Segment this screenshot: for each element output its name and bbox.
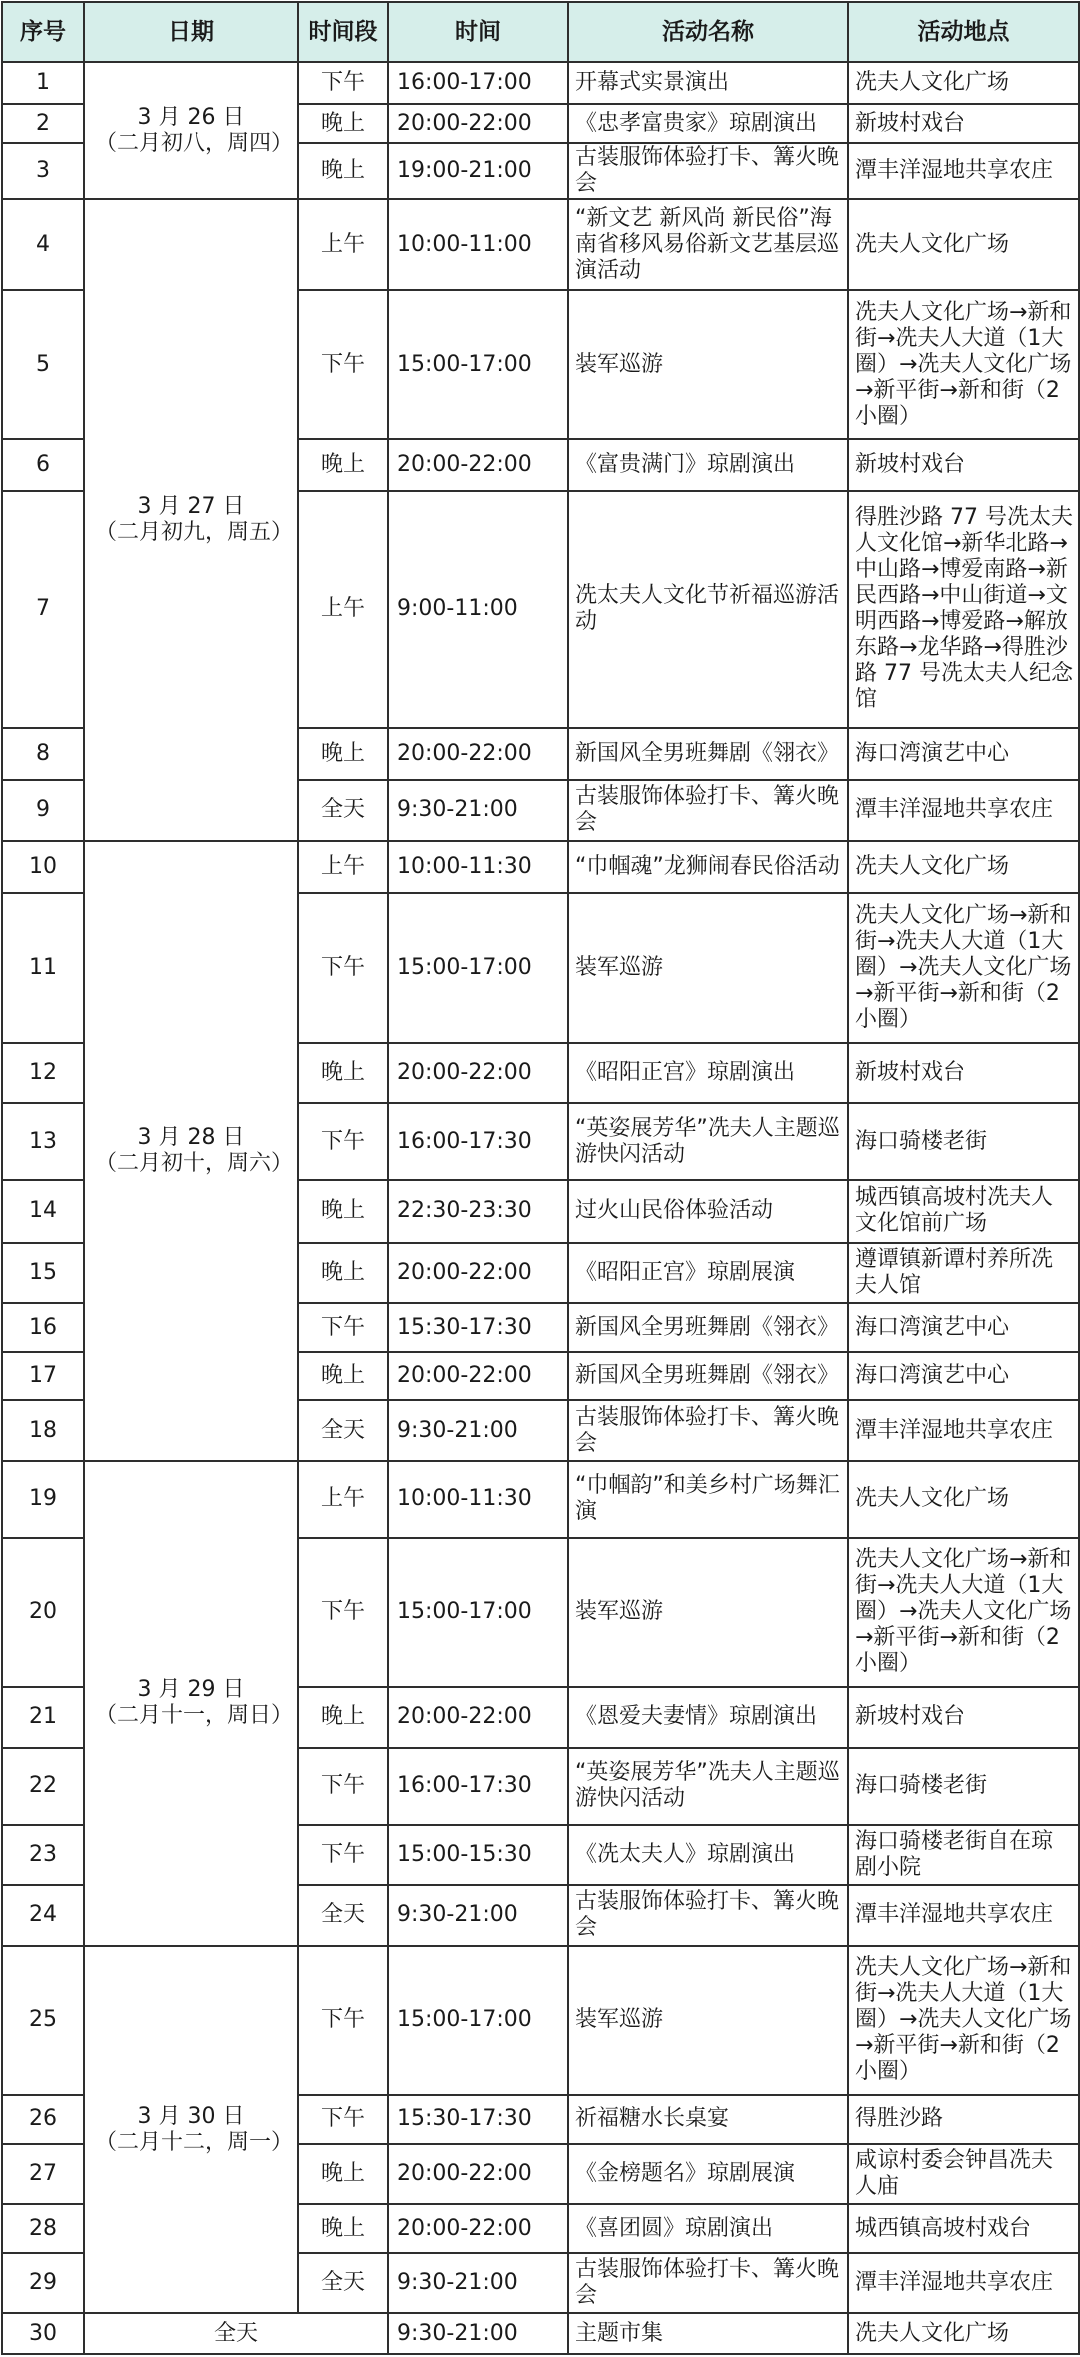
lunar-date-line: （二月初八，周四） (95, 130, 294, 156)
row-time: 22:30-23:30 (388, 1180, 568, 1243)
row-activity-name: 《喜团圆》琼剧演出 (568, 2204, 848, 2252)
row-period: 下午 (298, 290, 388, 438)
row-seq: 8 (2, 728, 84, 781)
row-seq: 3 (2, 143, 84, 200)
row-time: 9:30-21:00 (388, 1885, 568, 1946)
row-period: 下午 (298, 1748, 388, 1825)
header-row (2, 2, 1079, 62)
row-seq: 30 (2, 2313, 84, 2354)
row-seq: 27 (2, 2144, 84, 2205)
row-seq: 9 (2, 780, 84, 841)
row-seq: 25 (2, 1946, 84, 2096)
row-time: 15:00-17:00 (388, 1946, 568, 2096)
row-location: 冼夫人文化广场 (848, 2313, 1079, 2354)
lunar-date-line: （二月初十，周六） (95, 1150, 294, 1176)
row-seq: 14 (2, 1180, 84, 1243)
row-seq: 29 (2, 2253, 84, 2314)
row-period: 全天 (298, 2253, 388, 2314)
row-period: 下午 (298, 1303, 388, 1351)
date-line: 3 月 30 日 (137, 2103, 245, 2129)
row-activity-name: 冼太夫人文化节祈福巡游活动 (568, 491, 848, 727)
row-period: 下午 (298, 1103, 388, 1180)
header-seq: 序号 (2, 2, 84, 62)
row-activity-name: 新国风全男班舞剧《翎衣》 (568, 1303, 848, 1351)
row-location: 冼夫人文化广场→新和街→冼夫人大道（1大圈）→冼夫人文化广场→新平街→新和街（2 小圈） (848, 893, 1079, 1043)
row-location: 冼夫人文化广场 (848, 62, 1079, 104)
row-seq: 2 (2, 104, 84, 142)
row-time: 20:00-22:00 (388, 439, 568, 492)
row-time: 20:00-22:00 (388, 1687, 568, 1748)
row-seq: 24 (2, 1885, 84, 1946)
row-activity-name: 装军巡游 (568, 893, 848, 1043)
row-activity-name: 古装服饰体验打卡、篝火晚会 (568, 143, 848, 200)
date-cell (84, 1946, 298, 2314)
row-activity-name: “英姿展芳华”冼夫人主题巡游快闪活动 (568, 1748, 848, 1825)
row-seq: 15 (2, 1243, 84, 1304)
row-seq: 12 (2, 1043, 84, 1104)
row-period: 晚上 (298, 1243, 388, 1304)
row-seq: 28 (2, 2204, 84, 2252)
table-row (2, 2313, 1079, 2354)
row-period: 晚上 (298, 1043, 388, 1104)
row-time: 10:00-11:30 (388, 841, 568, 894)
row-location: 冼夫人文化广场 (848, 199, 1079, 290)
row-time: 15:00-17:00 (388, 290, 568, 438)
row-period: 晚上 (298, 2204, 388, 2252)
row-location: 新坡村戏台 (848, 439, 1079, 492)
row-period: 晚上 (298, 1180, 388, 1243)
row-period: 晚上 (298, 1687, 388, 1748)
row-location: 新坡村戏台 (848, 1687, 1079, 1748)
row-period: 下午 (298, 1946, 388, 2096)
row-activity-name: 新国风全男班舞剧《翎衣》 (568, 728, 848, 781)
row-activity-name: “英姿展芳华”冼夫人主题巡游快闪活动 (568, 1103, 848, 1180)
activity-schedule-table (1, 1, 1080, 2355)
row-location: 新坡村戏台 (848, 1043, 1079, 1104)
row-activity-name: “新文艺 新风尚 新民俗”海南省移风易俗新文艺基层巡演活动 (568, 199, 848, 290)
row-location: 遵谭镇新谭村养所冼夫人馆 (848, 1243, 1079, 1304)
row-seq: 13 (2, 1103, 84, 1180)
lunar-date-line: （二月十二，周一） (95, 2129, 294, 2155)
row-period: 全天 (298, 780, 388, 841)
row-time: 20:00-22:00 (388, 2204, 568, 2252)
row-time: 15:00-15:30 (388, 1825, 568, 1886)
row-location: 潭丰洋湿地共享农庄 (848, 2253, 1079, 2314)
row-location: 潭丰洋湿地共享农庄 (848, 780, 1079, 841)
row-time: 20:00-22:00 (388, 104, 568, 142)
row-seq: 26 (2, 2095, 84, 2143)
row-activity-name: 开幕式实景演出 (568, 62, 848, 104)
row-seq: 11 (2, 893, 84, 1043)
row-seq: 22 (2, 1748, 84, 1825)
row-time: 20:00-22:00 (388, 1352, 568, 1400)
row-period: 晚上 (298, 439, 388, 492)
row-location: 得胜沙路 (848, 2095, 1079, 2143)
row-period: 上午 (298, 199, 388, 290)
row-activity-name: 古装服饰体验打卡、篝火晚会 (568, 2253, 848, 2314)
row-activity-name: 装军巡游 (568, 1946, 848, 2096)
row-seq: 21 (2, 1687, 84, 1748)
row-location: 新坡村戏台 (848, 104, 1079, 142)
table-row (2, 199, 1079, 290)
row-location: 潭丰洋湿地共享农庄 (848, 1885, 1079, 1946)
row-period: 下午 (298, 1825, 388, 1886)
row-location: 海口湾演艺中心 (848, 1352, 1079, 1400)
row-seq: 20 (2, 1538, 84, 1688)
row-time: 9:00-11:00 (388, 491, 568, 727)
lunar-date-line: （二月十一，周日） (95, 1703, 294, 1729)
row-time: 15:00-17:00 (388, 893, 568, 1043)
row-activity-name: 主题市集 (568, 2313, 848, 2354)
table-row (2, 1946, 1079, 2096)
row-activity-name: 《昭阳正宫》琼剧演出 (568, 1043, 848, 1104)
row-seq: 23 (2, 1825, 84, 1886)
row-activity-name: 《昭阳正宫》琼剧展演 (568, 1243, 848, 1304)
row-period: 下午 (298, 1538, 388, 1688)
row-activity-name: 新国风全男班舞剧《翎衣》 (568, 1352, 848, 1400)
row-location: 冼夫人文化广场→新和街→冼夫人大道（1大圈）→冼夫人文化广场→新平街→新和街（2 小圈） (848, 290, 1079, 438)
date-line: 3 月 28 日 (137, 1124, 245, 1150)
row-period: 晚上 (298, 2144, 388, 2205)
row-location: 咸谅村委会钟昌冼夫人庙 (848, 2144, 1079, 2205)
row-time: 10:00-11:00 (388, 199, 568, 290)
row-period: 下午 (298, 62, 388, 104)
row-activity-name: “巾帼韵”和美乡村广场舞汇演 (568, 1461, 848, 1538)
row-time: 20:00-22:00 (388, 728, 568, 781)
row-activity-name: 《金榜题名》琼剧展演 (568, 2144, 848, 2205)
date-cell (84, 62, 298, 199)
row-activity-name: 古装服饰体验打卡、篝火晚会 (568, 780, 848, 841)
row-period: 晚上 (298, 143, 388, 200)
row-time: 10:00-11:30 (388, 1461, 568, 1538)
row-time: 15:00-17:00 (388, 1538, 568, 1688)
row-seq: 7 (2, 491, 84, 727)
date-line: 3 月 26 日 (137, 104, 245, 130)
header-location: 活动地点 (848, 2, 1079, 62)
row-activity-name: “巾帼魂”龙狮闹春民俗活动 (568, 841, 848, 894)
row-period: 晚上 (298, 728, 388, 781)
table-row (2, 841, 1079, 894)
row-seq: 10 (2, 841, 84, 894)
date-line: 3 月 29 日 (137, 1677, 245, 1703)
row-activity-name: 《忠孝富贵家》琼剧演出 (568, 104, 848, 142)
row-period: 上午 (298, 491, 388, 727)
row-period: 全天 (298, 1400, 388, 1461)
row-time: 16:00-17:30 (388, 1103, 568, 1180)
row-time: 15:30-17:30 (388, 1303, 568, 1351)
header-time: 时间 (388, 2, 568, 62)
date-cell (84, 199, 298, 840)
row-period: 晚上 (298, 104, 388, 142)
row-location: 海口湾演艺中心 (848, 728, 1079, 781)
row-seq: 18 (2, 1400, 84, 1461)
row-seq: 16 (2, 1303, 84, 1351)
row-period: 上午 (298, 841, 388, 894)
row-time: 19:00-21:00 (388, 143, 568, 200)
row-location: 冼夫人文化广场→新和街→冼夫人大道（1大圈）→冼夫人文化广场→新平街→新和街（2 小圈） (848, 1946, 1079, 2096)
table-row (2, 1461, 1079, 1538)
row-time: 20:00-22:00 (388, 1043, 568, 1104)
header-date: 日期 (84, 2, 298, 62)
row-activity-name: 《富贵满门》琼剧演出 (568, 439, 848, 492)
row-time: 20:00-22:00 (388, 1243, 568, 1304)
row-activity-name: 《冼太夫人》琼剧演出 (568, 1825, 848, 1886)
row-period: 晚上 (298, 1352, 388, 1400)
row-period: 全天 (84, 2313, 388, 2354)
row-activity-name: 装军巡游 (568, 1538, 848, 1688)
row-activity-name: 古装服饰体验打卡、篝火晚会 (568, 1400, 848, 1461)
row-time: 9:30-21:00 (388, 1400, 568, 1461)
row-seq: 1 (2, 62, 84, 104)
row-location: 潭丰洋湿地共享农庄 (848, 1400, 1079, 1461)
row-time: 15:30-17:30 (388, 2095, 568, 2143)
header-activity-name: 活动名称 (568, 2, 848, 62)
row-location: 冼夫人文化广场 (848, 1461, 1079, 1538)
row-activity-name: 祈福糖水长桌宴 (568, 2095, 848, 2143)
lunar-date-line: （二月初九，周五） (95, 520, 294, 546)
row-time: 20:00-22:00 (388, 2144, 568, 2205)
row-seq: 5 (2, 290, 84, 438)
row-location: 潭丰洋湿地共享农庄 (848, 143, 1079, 200)
row-period: 全天 (298, 1885, 388, 1946)
row-time: 16:00-17:30 (388, 1748, 568, 1825)
row-period: 下午 (298, 893, 388, 1043)
row-location: 冼夫人文化广场 (848, 841, 1079, 894)
row-time: 16:00-17:00 (388, 62, 568, 104)
header-period: 时间段 (298, 2, 388, 62)
row-location: 城西镇高坡村戏台 (848, 2204, 1079, 2252)
row-period: 上午 (298, 1461, 388, 1538)
row-location: 得胜沙路 77 号冼太夫人文化馆→新华北路→中山路→博爱南路→新民西路→中山街道→文明西路→博爱路→解放东路→龙华路→得胜沙路 77 号冼太夫人纪念馆 (848, 491, 1079, 727)
row-location: 海口骑楼老街 (848, 1103, 1079, 1180)
row-location: 海口骑楼老街 (848, 1748, 1079, 1825)
row-time: 9:30-21:00 (388, 780, 568, 841)
row-time: 9:30-21:00 (388, 2253, 568, 2314)
date-line: 3 月 27 日 (137, 494, 245, 520)
row-location: 冼夫人文化广场→新和街→冼夫人大道（1大圈）→冼夫人文化广场→新平街→新和街（2 小圈） (848, 1538, 1079, 1688)
row-location: 海口湾演艺中心 (848, 1303, 1079, 1351)
row-activity-name: 《恩爱夫妻情》琼剧演出 (568, 1687, 848, 1748)
row-seq: 19 (2, 1461, 84, 1538)
row-activity-name: 过火山民俗体验活动 (568, 1180, 848, 1243)
row-time: 9:30-21:00 (388, 2313, 568, 2354)
row-location: 海口骑楼老街自在琼剧小院 (848, 1825, 1079, 1886)
row-period: 下午 (298, 2095, 388, 2143)
row-location: 城西镇高坡村冼夫人文化馆前广场 (848, 1180, 1079, 1243)
row-activity-name: 装军巡游 (568, 290, 848, 438)
table-row (2, 62, 1079, 104)
row-seq: 6 (2, 439, 84, 492)
row-activity-name: 古装服饰体验打卡、篝火晚会 (568, 1885, 848, 1946)
date-cell (84, 1461, 298, 1946)
row-seq: 4 (2, 199, 84, 290)
date-cell (84, 841, 298, 1461)
row-seq: 17 (2, 1352, 84, 1400)
